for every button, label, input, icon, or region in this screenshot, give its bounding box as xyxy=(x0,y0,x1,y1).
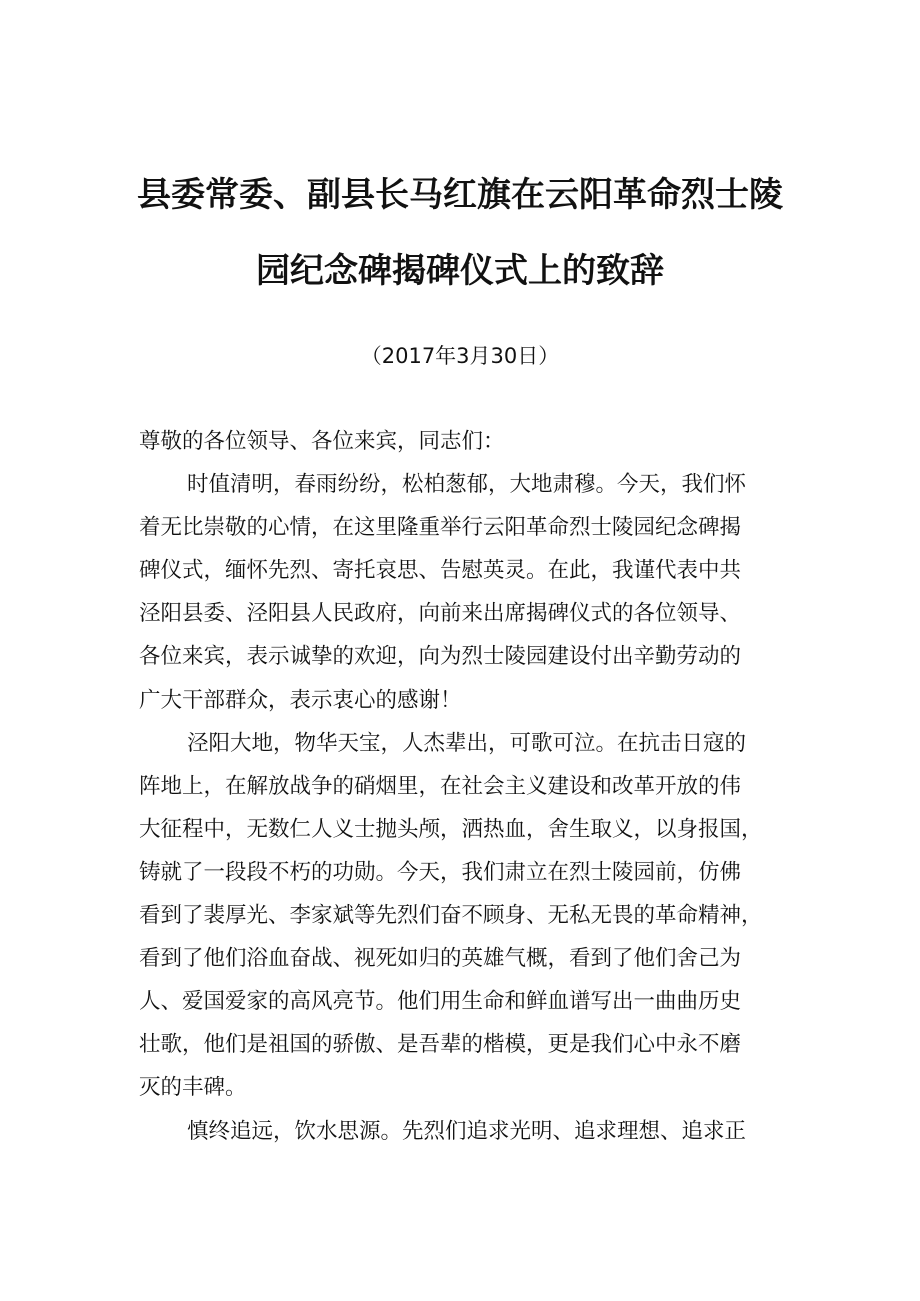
document-title-line-2: 园纪念碑揭碑仪式上的致辞 xyxy=(256,251,664,291)
paragraph-line: 泾阳县委、泾阳县人民政府，向前来出席揭碑仪式的各位领导、 xyxy=(139,601,742,627)
paragraph-line: 壮歌，他们是祖国的骄傲、是吾辈的楷模，更是我们心中永不磨 xyxy=(139,1032,742,1058)
paragraph-3 xyxy=(139,1110,799,1153)
paragraph-line: 各位来宾，表示诚挚的欢迎，向为烈士陵园建设付出辛勤劳动的 xyxy=(139,644,742,670)
paragraph-line: 着无比崇敬的心情，在这里隆重举行云阳革命烈士陵园纪念碑揭 xyxy=(139,515,742,541)
paragraph-line: 碑仪式，缅怀先烈、寄托哀思、告慰英灵。在此，我谨代表中共 xyxy=(139,558,742,584)
paragraph-line: 铸就了一段段不朽的功勋。今天，我们肃立在烈士陵园前，仿佛 xyxy=(139,859,742,885)
paragraph-2 xyxy=(139,722,799,1110)
paragraph-line: 看到了他们浴血奋战、视死如归的英雄气概，看到了他们舍己为 xyxy=(139,946,742,972)
greeting: 尊敬的各位领导、各位来宾，同志们： xyxy=(139,429,505,454)
paragraph-line: 时值清明，春雨纷纷，松柏葱郁，大地肃穆。今天，我们怀 xyxy=(187,472,747,498)
paragraph-line: 广大干部群众，表示衷心的感谢！ xyxy=(139,687,462,713)
document-title-line-1: 县委常委、副县长马红旗在云阳革命烈士陵 xyxy=(137,175,783,215)
paragraph-line: 大征程中，无数仁人义士抛头颅，洒热血，舍生取义，以身报国， xyxy=(139,816,763,842)
paragraph-line: 人、爱国爱家的高风亮节。他们用生命和鲜血谱写出一曲曲历史 xyxy=(139,989,742,1015)
paragraph-line: 看到了裴厚光、李家斌等先烈们奋不顾身、无私无畏的革命精神， xyxy=(139,903,763,929)
paragraph-1 xyxy=(139,463,799,722)
speech-body xyxy=(139,420,799,1153)
paragraph-line: 泾阳大地，物华天宝，人杰辈出，可歌可泣。在抗击日寇的 xyxy=(187,730,747,756)
paragraph-line: 慎终追远，饮水思源。先烈们追求光明、追求理想、追求正 xyxy=(187,1118,747,1144)
speech-date: （2017年3月30日） xyxy=(360,344,560,368)
paragraph-line: 阵地上，在解放战争的硝烟里，在社会主义建设和改革开放的伟 xyxy=(139,773,742,799)
paragraph-line: 灭的丰碑。 xyxy=(139,1075,247,1101)
